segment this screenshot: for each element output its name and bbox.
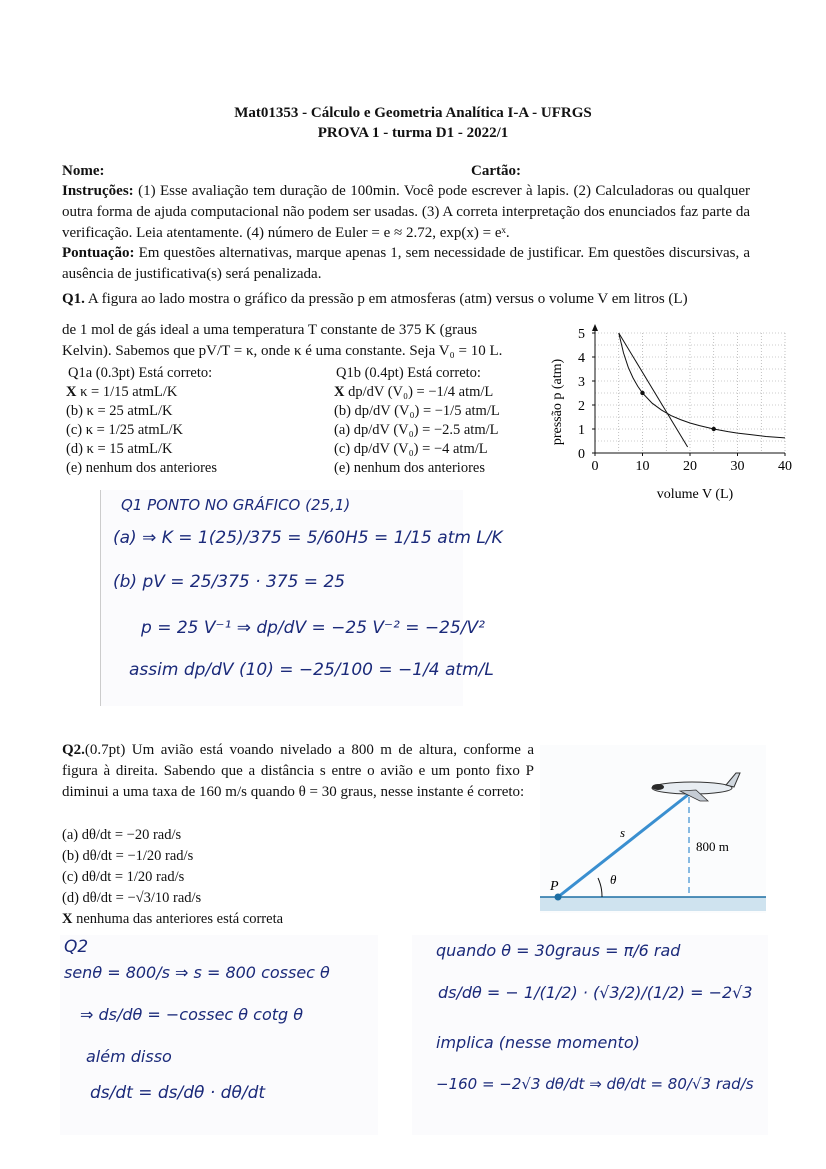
x-tick-label: 40 [778,459,792,474]
hw-q2-line: −160 = −2√3 dθ/dt ⇒ dθ/dt = 80/√3 rad/s [436,1075,754,1093]
instructions [62,181,750,244]
y-tick-label: 4 [578,351,585,366]
q1a-option-a[interactable] [66,383,217,402]
theta-label: θ [610,872,617,887]
scoring-label: Pontuação: [62,245,135,261]
answer-mark: X [66,384,77,400]
x-tick-label: 0 [591,459,599,474]
q1a-option-c[interactable]: (c) κ = 1/25 atmL/K [66,422,183,438]
x-tick-label: 30 [730,459,745,474]
p-label: P [550,879,559,894]
q1b-options [334,383,500,478]
q1a-option-d[interactable]: (d) κ = 15 atmL/K [66,441,173,457]
q1-text-line1: A figura ao lado mostra o gráfico da pressão p em atmosferas (atm) versus o volume V em litros (L) [87,291,688,307]
q2-text-body: (0.7pt) Um avião está voando nivelado a 800 m de altura, conforme a figura à direita. Sabendo que a distância s entre o avião e um ponto fixo P diminui a uma taxa de 160 m/s quando θ = 30 graus, nesse instante é correto: [62,742,534,800]
q2-options [62,825,283,930]
hw-q1-line: Q1 PONTO NO GRÁFICO (25,1) [121,496,351,514]
q1b-option-d[interactable]: (c) dp/dV (V₀) = −4 atm/L [334,441,488,457]
q1-label: Q1. [62,291,85,307]
q1b-option-a[interactable] [334,383,500,402]
chart-xlabel: volume V (L) [656,487,734,502]
data-point [640,391,644,395]
q2-option-e-text: nenhuma das anteriores está correta [76,911,284,927]
x-tick-label: 20 [683,459,697,474]
x-tick-label: 10 [635,459,650,474]
data-point [712,427,716,431]
isotherm-curve [619,333,785,438]
hw-q2-line: implica (nesse momento) [436,1033,640,1052]
q2-option-a[interactable]: (a) dθ/dt = −20 rad/s [62,827,182,843]
hw-q1-line: (a) ⇒ K = 1(25)/375 = 5/60H5 = 1/15 atm L/K [113,528,503,548]
q2-option-e[interactable] [62,909,283,930]
q1b-option-e[interactable]: (e) nenhum dos anteriores [334,460,485,476]
q1a-title: Q1a (0.3pt) Está correto: [68,365,213,381]
name-label: Nome: [62,163,105,179]
q1a-option-e[interactable]: (e) nenhum dos anteriores [66,460,217,476]
hw-q2-line: quando θ = 30graus = π/6 rad [436,941,681,960]
q1b-option-b[interactable]: (b) dp/dV (V₀) = −1/5 atm/L [334,403,500,419]
y-tick-label: 0 [578,447,585,462]
hw-q2-line: ds/dθ = − 1/(1/2) · (√3/2)/(1/2) = −2√3 [438,983,753,1002]
scoring-text: Em questões alternativas, marque apenas 1, sem necessidade de justificar. Em questões discursivas, a ausência de justificativa(s) será penalizada. [62,245,751,282]
q1a-options [66,383,217,478]
q1a-option-a-text: κ = 1/15 atmL/K [80,384,178,400]
y-tick-label: 5 [578,327,585,342]
q2-handwritten-left [60,935,378,1135]
hw-q1-line: (b) pV = 25/375 · 375 = 25 [113,572,346,592]
q1-handwritten-solution [100,490,503,706]
y-tick-label: 1 [578,423,585,438]
chart-ticks [578,327,792,474]
point-p [555,894,562,901]
card-label: Cartão: [471,163,521,179]
q2-label: Q2. [62,742,85,758]
q2-option-d[interactable]: (d) dθ/dt = −√3/10 rad/s [62,890,202,906]
hw-q1-line: assim dp/dV (10) = −25/100 = −1/4 atm/L [129,660,494,680]
y-tick-label: 2 [578,399,585,414]
height-label: 800 m [696,839,729,854]
y-axis-arrow [592,324,598,331]
chart-ylabel: pressão p (atm) [550,358,565,446]
y-tick-label: 3 [578,375,585,390]
q2-text [62,740,534,803]
exam-title: Mat01353 - Cálculo e Geometria Analítica I-A - UFRGS [234,105,592,121]
q1b-option-c[interactable]: (a) dp/dV (V₀) = −2.5 atm/L [334,422,499,438]
s-label: s [620,825,626,840]
chart-series [619,333,785,447]
q1b-title: Q1b (0.4pt) Está correto: [336,365,481,381]
q2-option-b[interactable]: (b) dθ/dt = −1/20 rad/s [62,848,194,864]
tangent-line [619,333,688,447]
q1-line3: Kelvin). Sabemos que pV/T = κ, onde κ é uma constante. Seja V₀ = 10 L. [62,343,503,359]
answer-mark: X [62,911,73,927]
q2-option-c[interactable]: (c) dθ/dt = 1/20 rad/s [62,869,185,885]
airplane-figure [540,745,766,913]
answer-mark: X [334,384,345,400]
hw-q2-line: ⇒ ds/dθ = −cossec θ cotg θ [80,1005,304,1024]
q2-handwritten-right [412,935,768,1135]
hw-q2-line: ds/dt = ds/dθ · dθ/dt [90,1083,266,1103]
hw-q2-line: além disso [86,1047,172,1066]
pv-chart [540,318,810,508]
q1b-option-a-text: dp/dV (V₀) = −1/4 atm/L [348,384,494,400]
exam-subtitle: PROVA 1 - turma D1 - 2022/1 [317,125,509,141]
q1-line1 [62,291,762,308]
hw-q1-line: p = 25 V⁻¹ ⇒ dp/dV = −25 V⁻² = −25/V² [141,618,485,638]
q1-line2: de 1 mol de gás ideal a uma temperatura T constante de 375 K (graus [62,322,478,338]
hw-q2-line: Q2 [64,937,89,957]
scoring [62,243,750,285]
hw-q2-line: senθ = 800/s ⇒ s = 800 cossec θ [64,963,330,982]
instructions-label: Instruções: [62,183,134,199]
instructions-text: (1) Esse avaliação tem duração de 100min. Você pode escrever à lapis. (2) Calculadoras ou qualquer outra forma de ajuda computacional não podem ser usadas. (3) A correta interpretação dos enunciados faz parte da verificação. Leia atentamente. (4) número de Euler = e ≈ 2.72, exp(x) = eˣ. [62,183,750,241]
q1a-option-b[interactable]: (b) κ = 25 atmL/K [66,403,173,419]
ground [540,897,766,911]
